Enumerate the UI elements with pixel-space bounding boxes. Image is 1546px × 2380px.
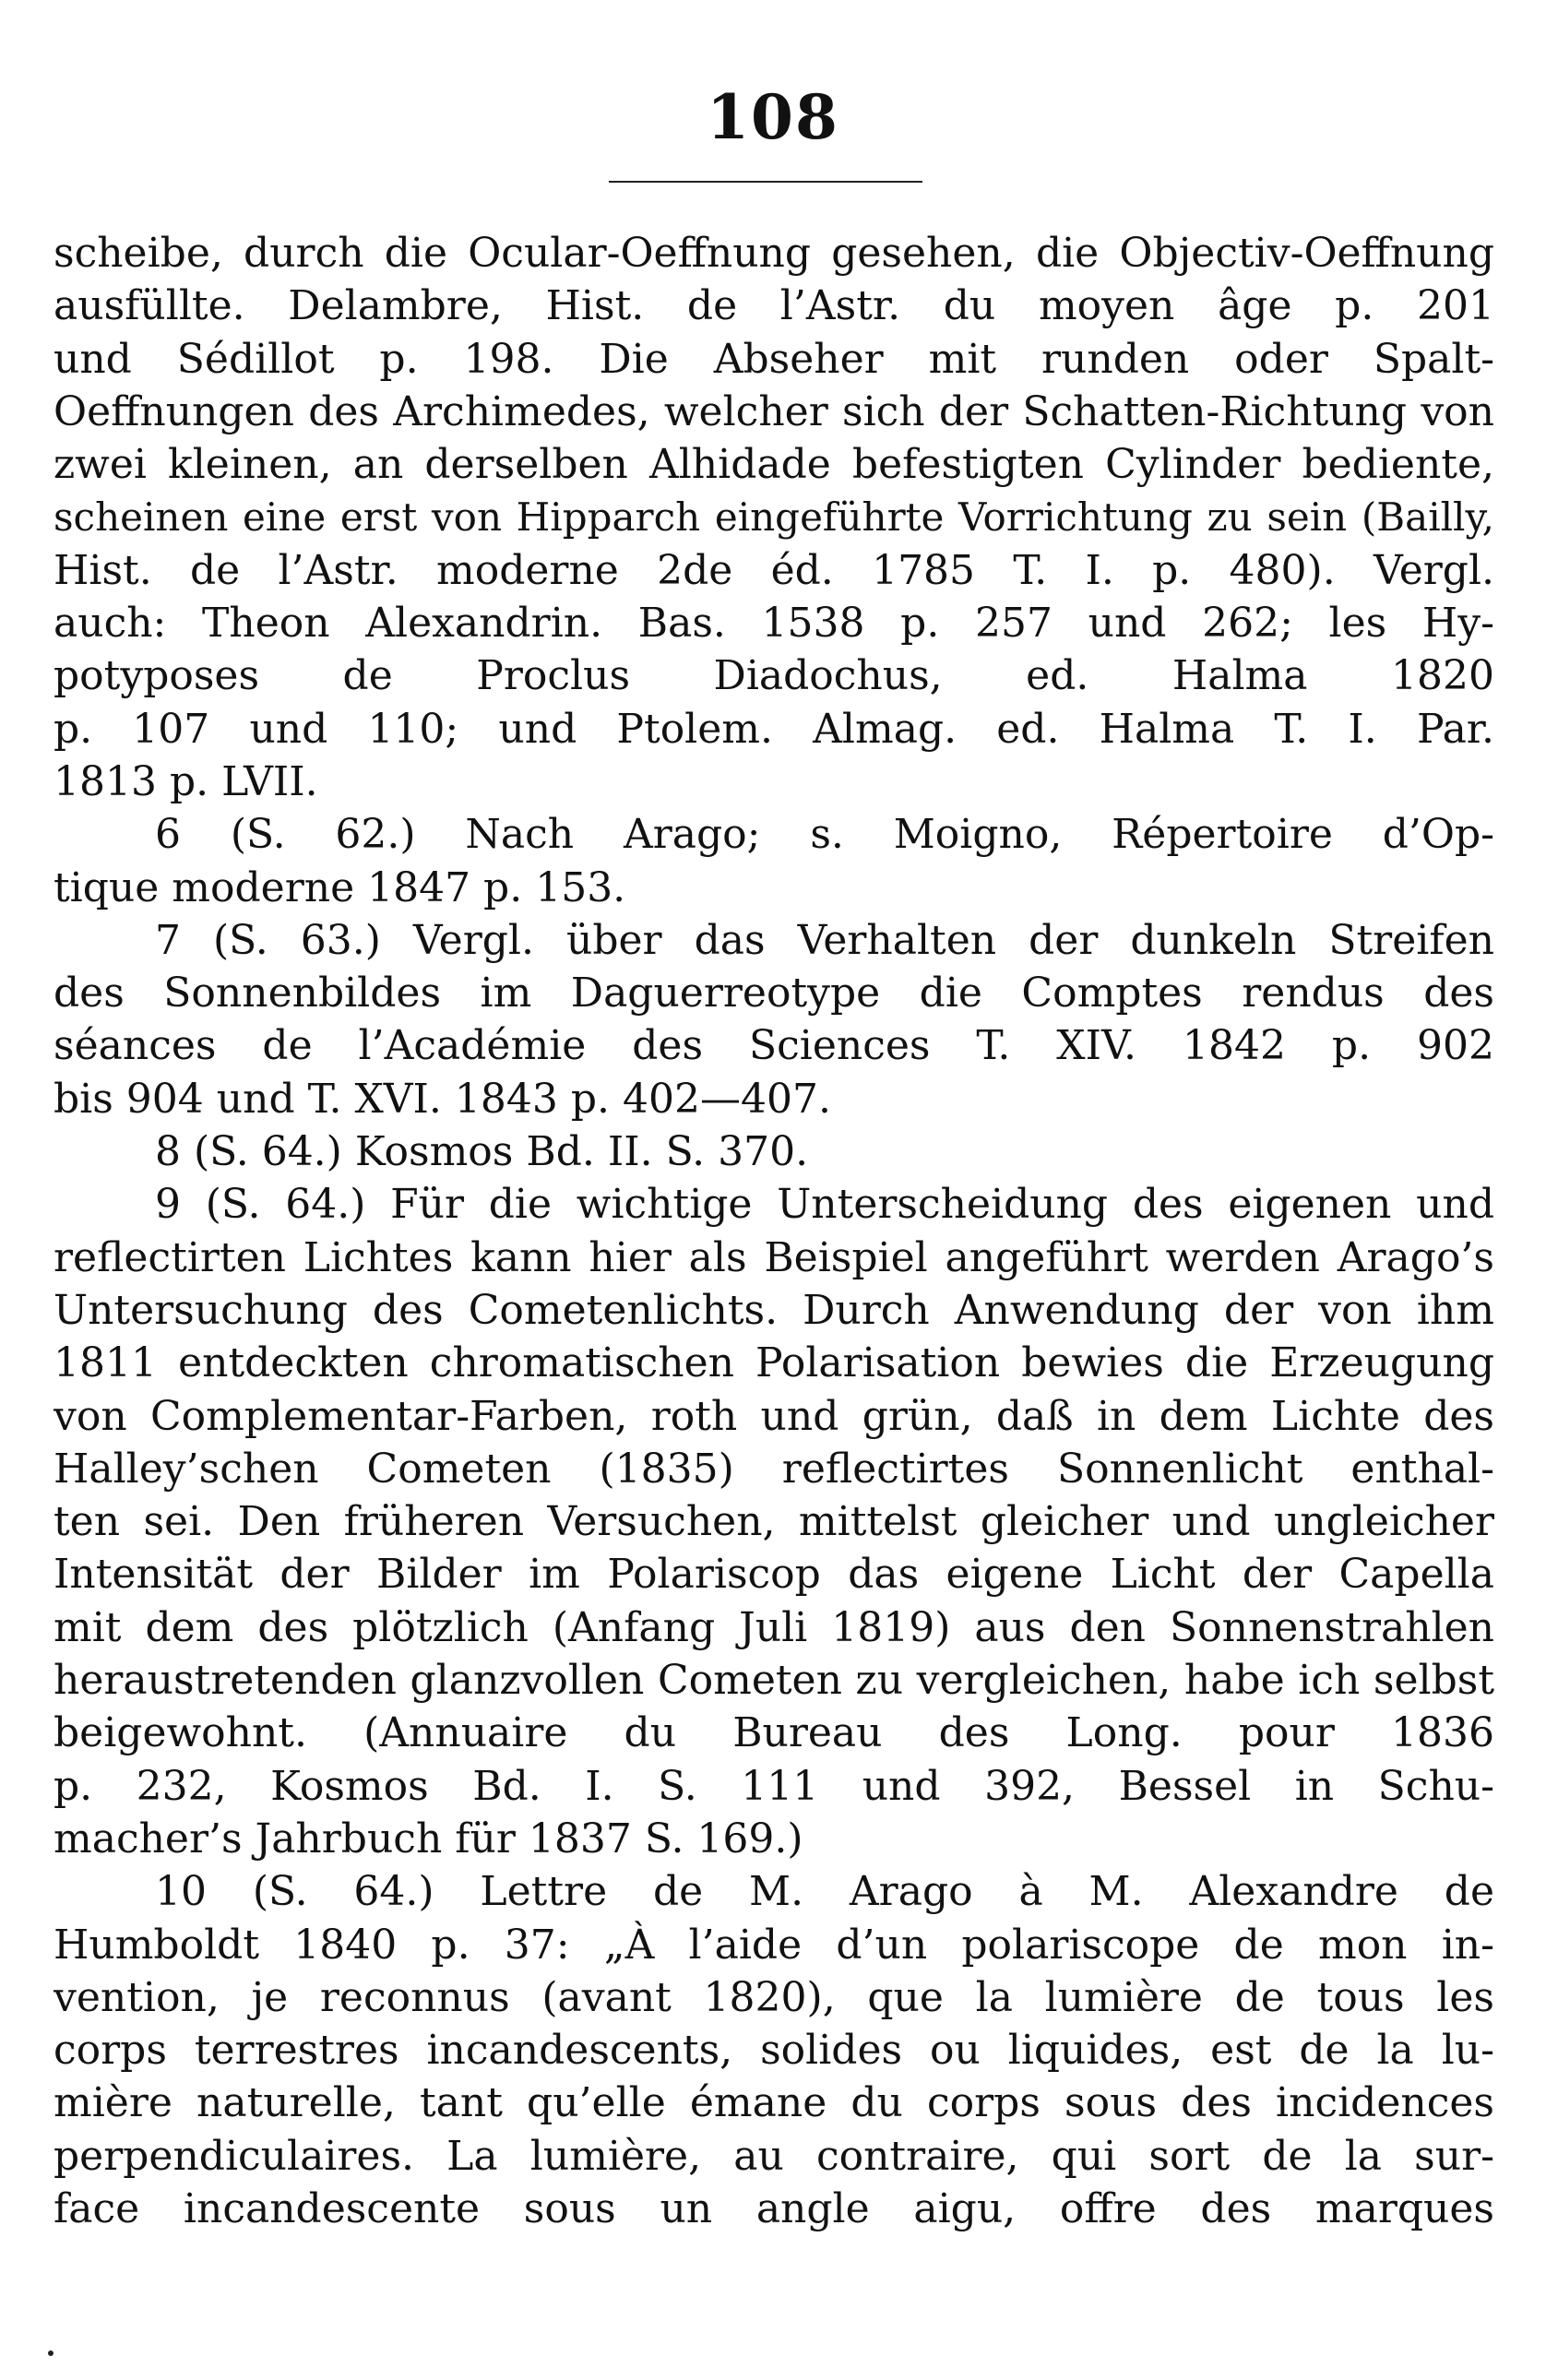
- text-line: mière naturelle, tant qu’elle émane du corps sous des incidences: [54, 2079, 1494, 2127]
- text-line: heraustretenden glanzvollen Cometen zu vergleichen, habe ich selbst: [54, 1657, 1494, 1705]
- bottom-ink-mark: [48, 2350, 54, 2356]
- text-line: scheinen eine erst von Hipparch eingeführte Vorrichtung zu sein (Bailly,: [54, 494, 1494, 541]
- text-line: 7 (S. 63.) Vergl. über das Verhalten der dunkeln Streifen: [155, 916, 1494, 964]
- text-line: bis 904 und T. XVI. 1843 p. 402—407.: [54, 1075, 831, 1123]
- text-line: potyposes de Proclus Diadochus, ed. Halma 1820: [54, 652, 1494, 700]
- text-line: perpendiculaires. La lumière, au contraire, qui sort de la sur-: [54, 2132, 1494, 2180]
- text-line: p. 107 und 110; und Ptolem. Almag. ed. Halma T. I. Par.: [54, 705, 1494, 753]
- text-line: 1813 p. LVII.: [54, 757, 318, 805]
- text-line: Untersuchung des Cometenlichts. Durch Anwendung der von ihm: [54, 1286, 1494, 1334]
- text-line: 9 (S. 64.) Für die wichtige Unterscheidung des eigenen und: [155, 1181, 1494, 1229]
- text-line: 8 (S. 64.) Kosmos Bd. II. S. 370.: [155, 1128, 809, 1176]
- page-number: 108: [707, 81, 839, 153]
- text-line: scheibe, durch die Ocular-Oeffnung gesehen, die Objectiv-Oeffnung: [54, 230, 1494, 277]
- text-line: ausfüllte. Delambre, Hist. de l’Astr. du moyen âge p. 201: [54, 282, 1494, 330]
- text-line: Halley’schen Cometen (1835) reflectirtes Sonnenlicht enthal-: [54, 1445, 1494, 1493]
- text-line: Intensität der Bilder im Polariscop das eigene Licht der Capella: [54, 1551, 1494, 1599]
- text-line: 1811 entdeckten chromatischen Polarisation bewies die Erzeugung: [54, 1339, 1494, 1387]
- text-line: mit dem des plötzlich (Anfang Juli 1819) aus den Sonnenstrahlen: [54, 1603, 1494, 1651]
- text-line: p. 232, Kosmos Bd. I. S. 111 und 392, Bessel in Schu-: [54, 1762, 1494, 1810]
- text-line: 6 (S. 62.) Nach Arago; s. Moigno, Répertoire d’Op-: [155, 811, 1494, 859]
- text-line: von Complementar-Farben, roth und grün, daß in dem Lichte des: [54, 1392, 1494, 1440]
- text-line: beigewohnt. (Annuaire du Bureau des Long. pour 1836: [54, 1709, 1494, 1757]
- text-line: auch: Theon Alexandrin. Bas. 1538 p. 257 und 262; les Hy-: [54, 600, 1494, 648]
- text-line: zwei kleinen, an derselben Alhidade befestigten Cylinder bediente,: [54, 441, 1494, 489]
- text-line: des Sonnenbildes im Daguerreotype die Comptes rendus des: [54, 970, 1494, 1017]
- text-line: ten sei. Den früheren Versuchen, mittelst gleicher und ungleicher: [54, 1498, 1494, 1546]
- text-line: Humboldt 1840 p. 37: „À l’aide d’un polariscope de mon in-: [54, 1921, 1494, 1969]
- text-line: Hist. de l’Astr. moderne 2de éd. 1785 T. I. p. 480). Vergl.: [54, 546, 1494, 594]
- text-line: und Sédillot p. 198. Die Abseher mit runden oder Spalt-: [54, 335, 1494, 383]
- footnotes-body: [54, 227, 1494, 2235]
- text-line: tique moderne 1847 p. 153.: [54, 863, 626, 911]
- text-line: macher’s Jahrbuch für 1837 S. 169.): [54, 1815, 803, 1862]
- text-line: Oeffnungen des Archimedes, welcher sich der Schatten-Richtung von: [54, 387, 1494, 435]
- header-rule: [609, 181, 922, 183]
- text-line: 10 (S. 64.) Lettre de M. Arago à M. Alexandre de: [155, 1868, 1494, 1916]
- text-line: séances de l’Académie des Sciences T. XIV. 1842 p. 902: [54, 1022, 1494, 1070]
- text-line: face incandescente sous un angle aigu, offre des marques: [54, 2184, 1494, 2232]
- text-line: reflectirten Lichtes kann hier als Beispiel angeführt werden Arago’s: [54, 1233, 1494, 1281]
- text-line: vention, je reconnus (avant 1820), que la lumière de tous les: [54, 1973, 1494, 2021]
- text-line: corps terrestres incandescents, solides ou liquides, est de la lu-: [54, 2027, 1494, 2075]
